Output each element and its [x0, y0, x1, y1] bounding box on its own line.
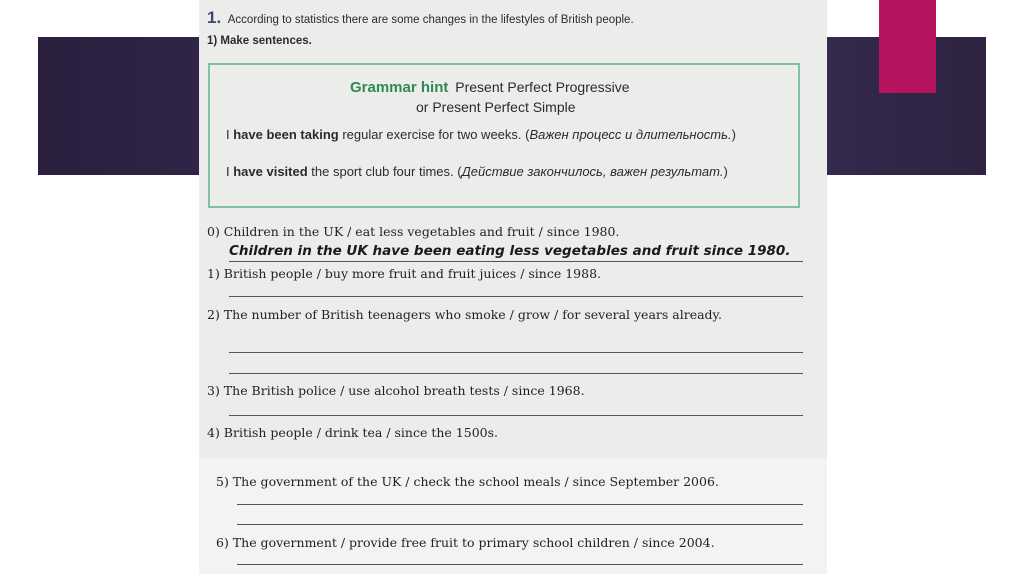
slide-accent-bar — [879, 0, 936, 93]
grammar-hint-tense: Present Perfect Progressive — [455, 79, 630, 95]
answer-line — [237, 524, 803, 525]
exercise-subtask: 1) Make sentences. — [207, 35, 312, 47]
example-answer: Children in the UK have been eating less vegetables and fruit since 1980. — [229, 243, 791, 259]
example-2-close: ) — [723, 164, 728, 179]
exercise-item-1: 1) British people / buy more fruit and fruit juices / since 1988. — [207, 266, 602, 281]
answer-line — [229, 296, 803, 297]
example-1-verb: have been taking — [233, 127, 339, 142]
grammar-hint-label: Grammar hint — [350, 79, 449, 96]
exercise-header — [207, 8, 634, 28]
example-2-rest: the sport club four times. ( — [307, 164, 462, 179]
grammar-hint-box — [208, 63, 800, 208]
example-2-verb: have visited — [233, 164, 308, 179]
answer-line — [237, 504, 803, 505]
exercise-item-0: 0) Children in the UK / eat less vegetables and fruit / since 1980. — [207, 224, 620, 239]
example-1-prefix: I — [226, 127, 234, 142]
exercise-instruction: According to statistics there are some changes in the lifestyles of British people. — [227, 14, 634, 26]
exercise-item-3: 3) The British police / use alcohol breath tests / since 1968. — [207, 383, 585, 398]
exercise-item-6: 6) The government / provide free fruit to primary school children / since 2004. — [216, 535, 715, 550]
exercise-item-2: 2) The number of British teenagers who smoke / grow / for several years already. — [207, 307, 722, 322]
grammar-hint-title — [350, 79, 630, 96]
example-1-rest: regular exercise for two weeks. ( — [338, 127, 530, 142]
answer-line — [229, 373, 803, 374]
exercise-item-4: 4) British people / drink tea / since the 1500s. — [207, 425, 498, 440]
grammar-example-2 — [226, 163, 786, 181]
answer-line — [229, 261, 803, 262]
answer-line — [229, 352, 803, 353]
answer-line — [229, 415, 803, 416]
example-2-prefix: I — [226, 164, 234, 179]
grammar-example-1 — [226, 126, 786, 144]
exercise-number: 1. — [207, 8, 222, 27]
example-1-close: ) — [731, 127, 736, 142]
example-1-note: Важен процесс и длительность. — [529, 127, 732, 142]
answer-line — [237, 564, 803, 565]
example-2-note: Действие закончилось, важен результат. — [461, 164, 724, 179]
exercise-item-5: 5) The government of the UK / check the school meals / since September 2006. — [216, 474, 719, 489]
grammar-hint-subtitle: or Present Perfect Simple — [416, 99, 576, 115]
